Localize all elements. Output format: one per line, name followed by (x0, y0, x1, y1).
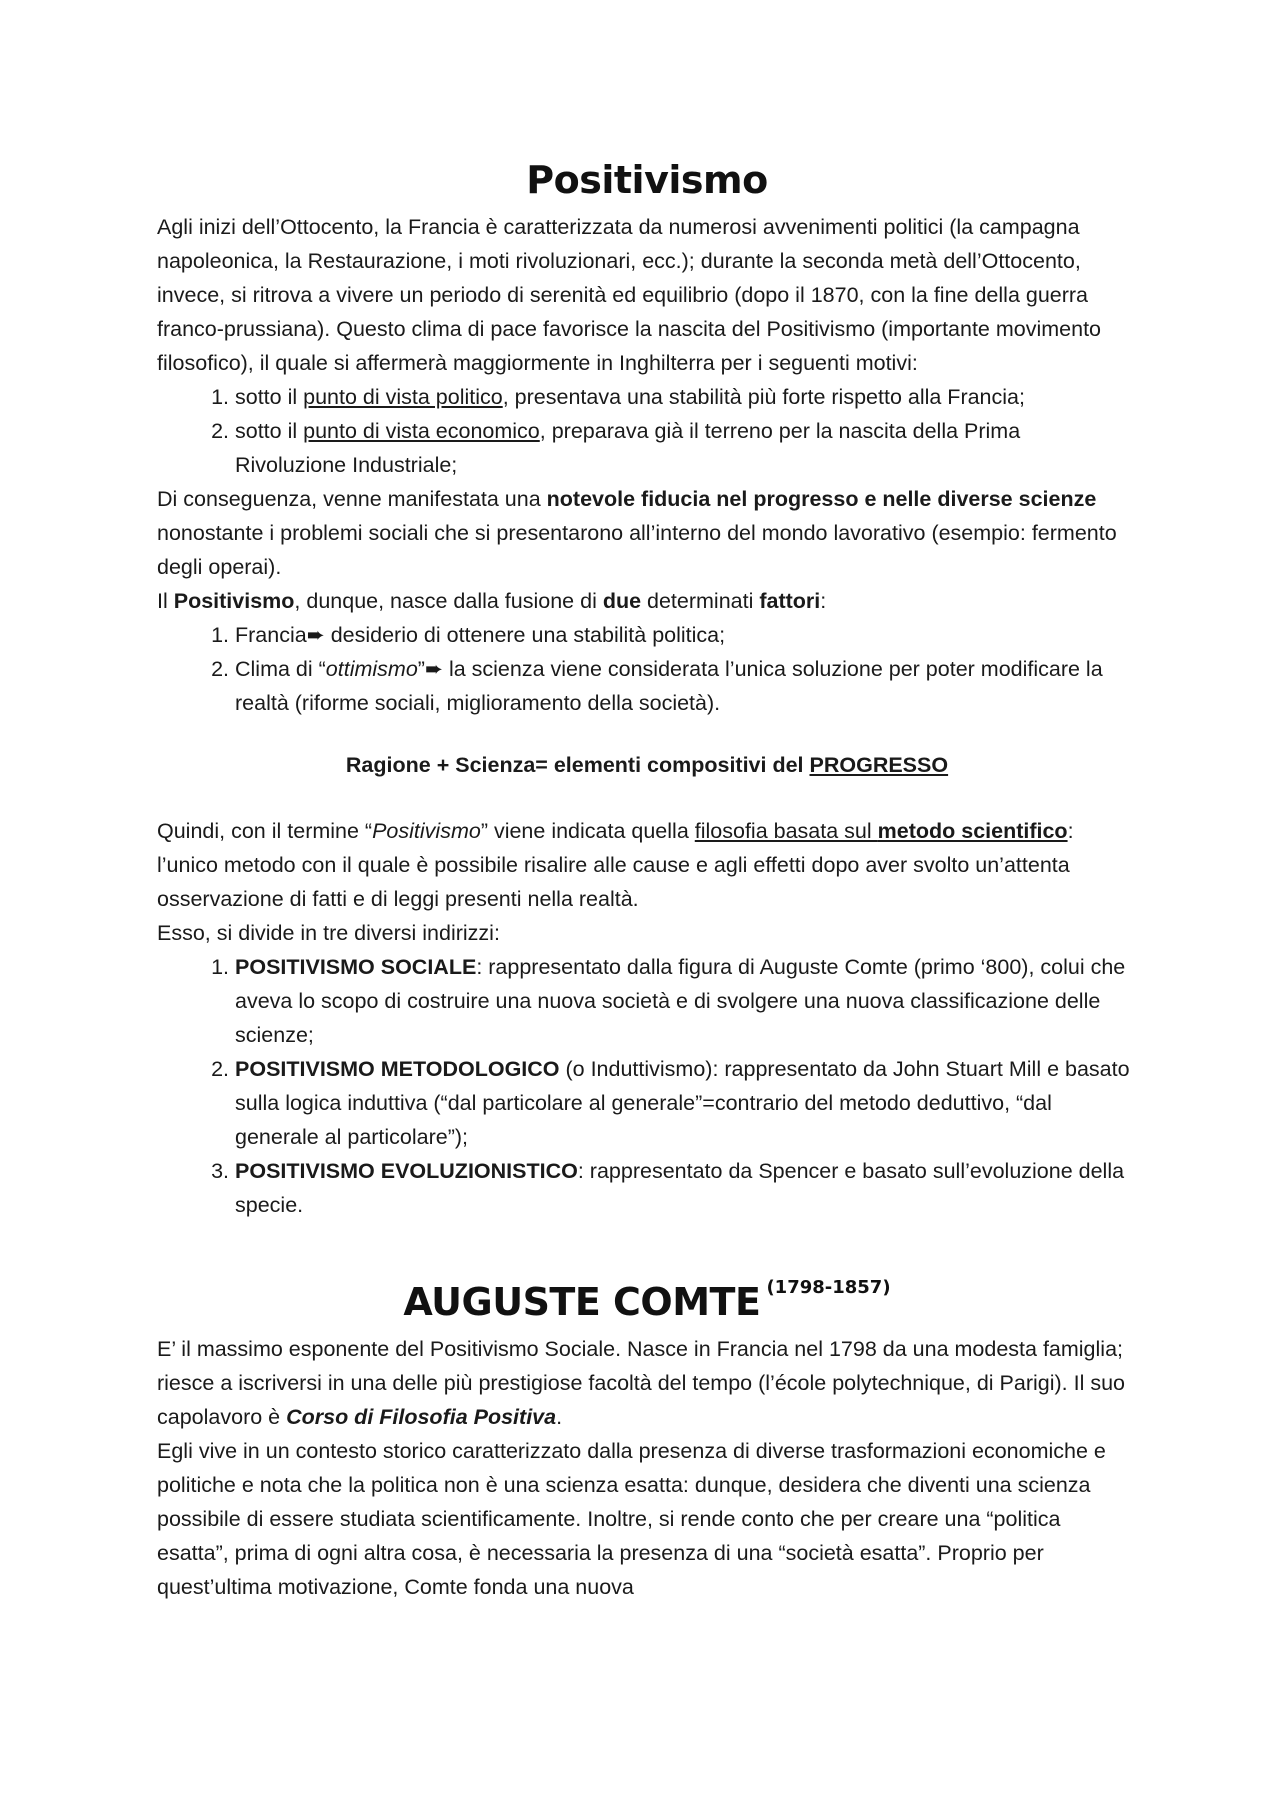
comte-paragraph-1: E’ il massimo esponente del Positivismo Sociale. Nasce in Francia nel 1798 da una modesta famiglia; riesce a iscriversi in una delle più prestigiose facoltà del tempo (l’école polytechnique, di Parigi). Il suo capolavoro è Corso di Filosofia Positiva. (157, 1337, 1125, 1429)
list-item: 1. sotto il punto di vista politico, presentava una stabilità più forte rispetto alla Francia; (235, 380, 1137, 414)
underlined-phrase: punto di vista politico (303, 385, 503, 409)
arrow-icon: ➨ (306, 623, 325, 647)
list-item: 3. POSITIVISMO EVOLUZIONISTICO: rappresentato da Spencer e basato sull’evoluzione della specie. (235, 1154, 1137, 1222)
comte-paragraph-2: Egli vive in un contesto storico caratterizzato dalla presenza di diverse trasformazioni economiche e politiche e nota che la politica non è una scienza esatta: dunque, desidera che diventi una scienza possibile di essere studiata scientificamente. Inoltre, si rende conto che per creare una “politica esatta”, prima di ogni altra cosa, è necessaria la presenza di una “società esatta”. Proprio per quest’ultima motivazione, Comte fonda una nuova (157, 1439, 1106, 1599)
reasons-list (157, 380, 1137, 482)
list-item: 2. Clima di “ottimismo”➨ la scienza viene considerata l’unica soluzione per poter modificare la realtà (riforme sociali, miglioramento della società). (235, 652, 1137, 720)
list-item: 2. POSITIVISMO METODOLOGICO (o Induttivismo): rappresentato da John Stuart Mill e basato sulla logica induttiva (“dal particolare al generale”=contrario del metodo deduttivo, “dal generale al particolare”); (235, 1052, 1137, 1154)
section-dates: (1798-1857) (766, 1277, 891, 1298)
branches-intro: Esso, si divide in tre diversi indirizzi: (157, 921, 500, 945)
section-title: AUGUSTE COMTE $^{(1798-1857)}$ (403, 1277, 891, 1324)
document-page (157, 150, 1137, 1604)
branches-list (157, 950, 1137, 1222)
factors-list (157, 618, 1137, 720)
fusion-paragraph: Il Positivismo, dunque, nasce dalla fusione di due determinati fattori: (157, 589, 827, 613)
list-item: 2. sotto il punto di vista economico, preparava già il terreno per la nascita della Prima Rivoluzione Industriale; (235, 414, 1137, 482)
bold-phrase: notevole fiducia nel progresso e nelle diverse scienze (546, 487, 1097, 511)
formula-line: Ragione + Scienza= elementi compositivi del PROGRESSO (345, 753, 949, 777)
consequence-paragraph: Di conseguenza, venne manifestata una notevole fiducia nel progresso e nelle diverse scienze nonostante i problemi sociali che si presentarono all’interno del mondo lavorativo (esempio: fermento degli operai). (157, 487, 1117, 579)
page-title: Positivismo (526, 158, 768, 202)
definition-paragraph: Quindi, con il termine “Positivismo” viene indicata quella filosofia basata sul metodo scientifico: l’unico metodo con il quale è possibile risalire alle cause e agli effetti dopo aver svolto un’attenta osservazione di fatti e di leggi presenti nella realtà. (157, 819, 1074, 911)
list-item: 1. POSITIVISMO SOCIALE: rappresentato dalla figura di Auguste Comte (primo ‘800), colui che aveva lo scopo di costruire una nuova società e di svolgere una nuova classificazione delle scienze; (235, 950, 1137, 1052)
intro-paragraph: Agli inizi dell’Ottocento, la Francia è caratterizzata da numerosi avvenimenti politici (la campagna napoleonica, la Restaurazione, i moti rivoluzionari, ecc.); durante la seconda metà dell’Ottocento, invece, si ritrova a vivere un periodo di serenità ed equilibrio (dopo il 1870, con la fine della guerra franco-prussiana). Questo clima di pace favorisce la nascita del Positivismo (importante movimento filosofico), il quale si affermerà maggiormente in Inghilterra per i seguenti motivi: (157, 215, 1102, 375)
underlined-phrase: punto di vista economico (303, 419, 540, 443)
list-item: 1. Francia➨ desiderio di ottenere una stabilità politica; (235, 618, 1137, 652)
arrow-icon: ➨ (424, 657, 443, 681)
